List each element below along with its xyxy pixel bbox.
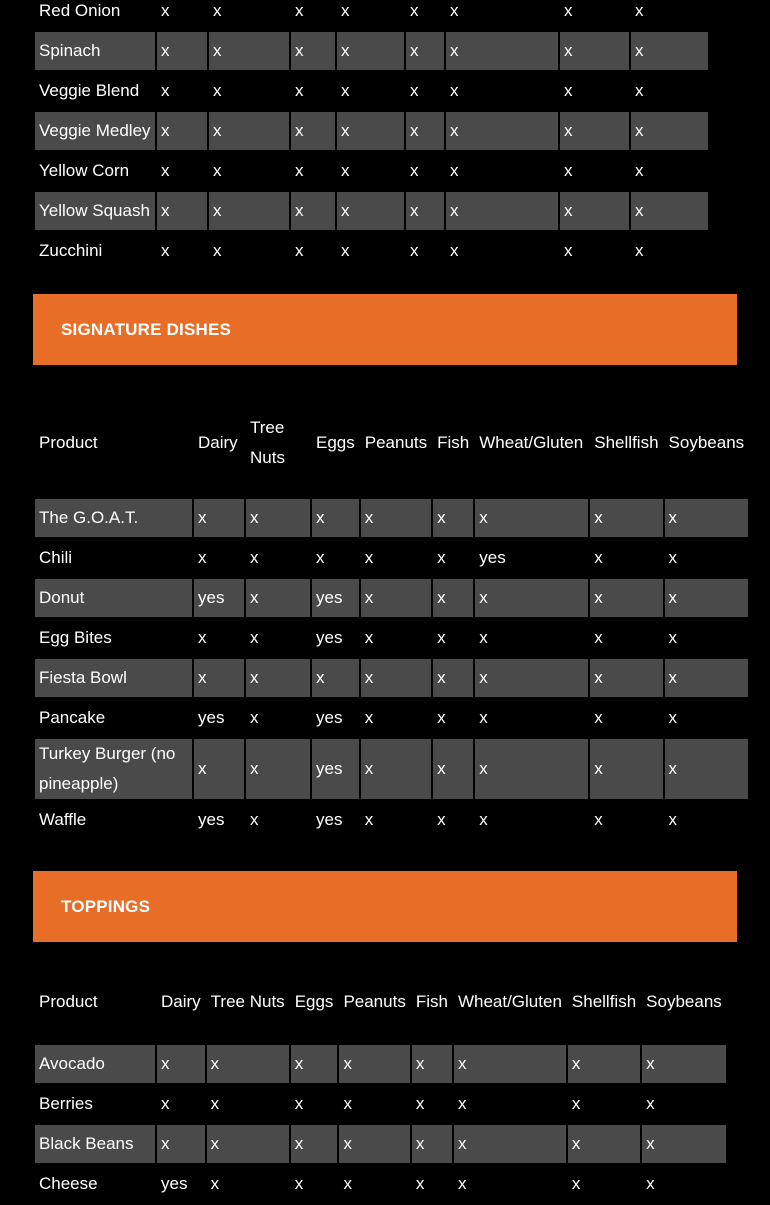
allergen-cell: x <box>642 1045 726 1083</box>
allergen-cell: x <box>312 659 359 697</box>
allergen-cell: x <box>250 708 259 727</box>
allergen-cell: x <box>560 32 629 70</box>
allergen-cell: x <box>571 1094 581 1113</box>
header-cell: Tree Nuts <box>250 418 285 467</box>
allergen-cell: x <box>665 579 749 617</box>
allergen-cell: x <box>410 81 419 100</box>
allergen-cell: x <box>312 499 359 537</box>
allergen-cell: x <box>594 810 603 829</box>
product-cell: Veggie Blend <box>39 81 140 100</box>
allergen-cell: x <box>410 1 419 20</box>
allergen-cell: x <box>433 739 473 799</box>
allergen-cell: x <box>568 1125 640 1163</box>
allergen-cell: x <box>665 499 749 537</box>
header-cell: Soybeans <box>646 992 722 1011</box>
allergen-cell: x <box>246 499 310 537</box>
allergen-cell: x <box>341 1 350 20</box>
allergen-cell: x <box>207 1045 289 1083</box>
allergen-cell: x <box>316 548 325 567</box>
allergen-cell: x <box>161 161 170 180</box>
allergen-cell: x <box>194 739 244 799</box>
allergen-cell: x <box>479 628 488 647</box>
allergen-cell: x <box>337 112 404 150</box>
product-cell: Turkey Burger (no pineapple) <box>35 739 192 799</box>
table-row <box>35 539 748 577</box>
signature-dishes-banner <box>33 294 737 365</box>
allergen-cell: x <box>568 1045 640 1083</box>
allergen-cell: yes <box>161 1174 188 1193</box>
allergen-cell: yes <box>316 628 343 647</box>
header-cell: Wheat/Gluten <box>457 992 562 1011</box>
allergen-cell: x <box>454 1125 566 1163</box>
allergen-cell: x <box>213 81 222 100</box>
allergen-cell: x <box>364 708 374 727</box>
allergen-cell: x <box>161 1 170 20</box>
product-cell: Donut <box>35 579 192 617</box>
allergen-cell: x <box>560 192 629 230</box>
allergen-cell: x <box>450 1 459 20</box>
table-row <box>35 152 708 190</box>
table-row <box>35 192 708 230</box>
header-row <box>35 987 726 1017</box>
allergen-cell: x <box>194 499 244 537</box>
allergen-cell: x <box>433 659 473 697</box>
allergen-cell: yes <box>479 548 506 567</box>
allergen-cell: x <box>295 81 304 100</box>
allergen-cell: x <box>250 628 259 647</box>
allergen-cell: x <box>564 241 573 260</box>
product-cell: Avocado <box>35 1045 155 1083</box>
header-cell: Soybeans <box>668 433 745 452</box>
header-cell: Product <box>39 433 98 452</box>
allergen-cell: x <box>631 192 708 230</box>
allergen-cell: x <box>415 1174 425 1193</box>
table-row <box>35 699 748 737</box>
allergen-cell: x <box>361 659 431 697</box>
allergen-cell: x <box>560 112 629 150</box>
table-row <box>35 1125 726 1163</box>
allergen-cell: x <box>364 548 374 567</box>
product-cell: Red Onion <box>39 1 121 20</box>
allergen-cell: yes <box>312 579 359 617</box>
header-cell: Shellfish <box>571 992 637 1011</box>
allergen-cell: x <box>337 32 404 70</box>
allergen-cell: yes <box>316 708 343 727</box>
header-cell: Product <box>39 992 98 1011</box>
table-row <box>35 72 708 110</box>
product-cell: Fiesta Bowl <box>35 659 192 697</box>
allergen-cell: x <box>646 1094 655 1113</box>
allergen-cell: x <box>437 628 446 647</box>
allergen-cell: x <box>635 1 644 20</box>
allergen-cell: x <box>479 708 488 727</box>
allergen-cell: x <box>437 810 446 829</box>
section-title: TOPPINGS <box>61 897 151 916</box>
header-cell: Dairy <box>198 433 238 452</box>
allergen-cell: x <box>250 548 259 567</box>
header-cell: Wheat/Gluten <box>479 433 584 452</box>
allergen-cell: x <box>571 1174 581 1193</box>
allergen-cell: x <box>665 659 749 697</box>
product-cell: Black Beans <box>35 1125 155 1163</box>
table-row <box>35 32 708 70</box>
table-row <box>35 499 748 537</box>
allergen-cell: x <box>410 161 419 180</box>
allergen-cell: x <box>412 1125 452 1163</box>
allergen-cell: yes <box>316 810 343 829</box>
allergen-cell: x <box>668 548 678 567</box>
allergen-cell: x <box>213 1 222 20</box>
product-cell: The G.O.A.T. <box>35 499 192 537</box>
allergen-cell: x <box>406 112 444 150</box>
allergen-cell: x <box>668 628 678 647</box>
table-row <box>35 1165 726 1203</box>
allergen-cell: x <box>646 1174 655 1193</box>
allergen-cell: x <box>209 32 289 70</box>
header-cell: Tree Nuts <box>210 992 285 1011</box>
table-row <box>35 619 748 657</box>
header-cell: Shellfish <box>594 433 659 452</box>
allergen-cell: x <box>668 708 678 727</box>
allergen-cell: x <box>157 112 207 150</box>
allergen-cell: x <box>665 739 749 799</box>
allergen-cell: x <box>210 1174 220 1193</box>
allergen-cell: x <box>457 1174 467 1193</box>
header-cell: Dairy <box>161 992 201 1011</box>
allergen-cell: x <box>433 579 473 617</box>
allergen-cell: x <box>446 192 558 230</box>
header-cell: Peanuts <box>364 433 428 452</box>
allergen-cell: x <box>291 192 335 230</box>
toppings-banner <box>33 871 737 942</box>
allergen-cell: x <box>412 1045 452 1083</box>
allergen-cell: x <box>343 1174 352 1193</box>
allergen-cell: x <box>194 659 244 697</box>
table-row <box>35 579 748 617</box>
allergen-cell: x <box>246 659 310 697</box>
allergen-cell: x <box>406 192 444 230</box>
allergen-cell: x <box>339 1045 409 1083</box>
allergen-cell: x <box>631 112 708 150</box>
allergen-cell: x <box>450 241 459 260</box>
allergen-cell: x <box>635 241 644 260</box>
allergen-cell: x <box>364 810 374 829</box>
product-cell: Egg Bites <box>39 628 112 647</box>
table-row <box>35 1085 726 1123</box>
allergen-cell: x <box>454 1045 566 1083</box>
allergen-cell: x <box>364 628 374 647</box>
allergen-cell: x <box>410 241 419 260</box>
allergen-cell: x <box>590 739 662 799</box>
allergen-cell: x <box>250 810 259 829</box>
table-row <box>35 232 708 270</box>
allergen-cell: yes <box>198 708 225 727</box>
product-cell: Chili <box>39 548 73 567</box>
allergen-cell: x <box>295 241 304 260</box>
allergen-cell: x <box>564 161 573 180</box>
allergen-cell: x <box>161 241 170 260</box>
toppings-table <box>33 985 728 1205</box>
allergen-cell: x <box>361 499 431 537</box>
header-cell: Eggs <box>294 992 334 1011</box>
allergen-cell: x <box>361 739 431 799</box>
allergen-cell: x <box>450 81 459 100</box>
allergen-cell: yes <box>198 810 225 829</box>
allergen-cell: x <box>446 112 558 150</box>
product-cell: Pancake <box>39 708 106 727</box>
allergen-cell: x <box>590 499 662 537</box>
allergen-cell: x <box>157 192 207 230</box>
allergen-cell: x <box>642 1125 726 1163</box>
allergen-cell: x <box>295 1 304 20</box>
product-cell: Berries <box>39 1094 93 1113</box>
header-row <box>35 411 748 475</box>
table-row <box>35 659 748 697</box>
allergen-cell: x <box>291 1045 338 1083</box>
allergen-cell: x <box>294 1094 304 1113</box>
product-cell: Zucchini <box>39 241 103 260</box>
allergen-cell: x <box>446 32 558 70</box>
allergen-cell: x <box>631 32 708 70</box>
allergen-cell: x <box>339 1125 409 1163</box>
allergen-cell: x <box>291 1125 338 1163</box>
allergen-cell: x <box>635 81 644 100</box>
allergen-cell: x <box>475 659 588 697</box>
allergen-cell: x <box>198 548 207 567</box>
allergen-cell: x <box>361 579 431 617</box>
allergen-cell: x <box>668 810 678 829</box>
allergen-cell: x <box>341 81 350 100</box>
allergen-cell: x <box>213 241 222 260</box>
allergen-cell: x <box>198 628 207 647</box>
allergen-cell: x <box>564 1 573 20</box>
product-cell: Yellow Squash <box>35 192 155 230</box>
allergen-cell: x <box>291 32 335 70</box>
allergen-cell: x <box>209 112 289 150</box>
header-cell: Fish <box>415 992 448 1011</box>
header-cell: Eggs <box>316 433 355 452</box>
vegetables-table <box>33 0 710 272</box>
allergen-cell: x <box>295 161 304 180</box>
allergen-cell: x <box>157 1125 205 1163</box>
allergen-cell: x <box>294 1174 304 1193</box>
allergen-cell: x <box>157 1045 205 1083</box>
allergen-cell: x <box>433 499 473 537</box>
allergen-cell: x <box>246 579 310 617</box>
product-cell: Yellow Corn <box>39 161 130 180</box>
product-cell: Cheese <box>39 1174 98 1193</box>
allergen-cell: x <box>475 579 588 617</box>
table-row <box>35 739 748 799</box>
allergen-cell: yes <box>312 739 359 799</box>
allergen-cell: x <box>157 32 207 70</box>
allergen-cell: x <box>475 739 588 799</box>
allergen-cell: x <box>437 708 446 727</box>
allergen-cell: x <box>590 659 662 697</box>
product-cell: Waffle <box>39 810 87 829</box>
allergen-cell: x <box>594 708 603 727</box>
product-cell: Veggie Medley <box>35 112 155 150</box>
allergen-cell: x <box>207 1125 289 1163</box>
allergen-cell: x <box>341 241 350 260</box>
allergen-cell: x <box>564 81 573 100</box>
allergen-cell: x <box>450 161 459 180</box>
product-cell: Spinach <box>35 32 155 70</box>
signature-dishes-table <box>33 409 750 841</box>
allergen-cell: x <box>246 739 310 799</box>
allergen-cell: x <box>161 1094 170 1113</box>
table-row <box>35 801 748 839</box>
allergen-cell: x <box>594 628 603 647</box>
allergen-cell: x <box>209 192 289 230</box>
section-title: SIGNATURE DISHES <box>61 320 232 339</box>
allergen-cell: x <box>590 579 662 617</box>
allergen-cell: x <box>415 1094 425 1113</box>
allergen-cell: x <box>635 161 644 180</box>
allergen-cell: x <box>437 548 446 567</box>
allergen-cell: x <box>457 1094 467 1113</box>
allergen-cell: x <box>210 1094 220 1113</box>
allergen-cell: x <box>291 112 335 150</box>
table-row <box>35 112 708 150</box>
table-row <box>35 1045 726 1083</box>
header-cell: Peanuts <box>343 992 406 1011</box>
allergen-cell: x <box>343 1094 352 1113</box>
allergen-cell: x <box>479 810 488 829</box>
allergen-cell: x <box>213 161 222 180</box>
allergen-cell: x <box>161 81 170 100</box>
allergen-cell: x <box>594 548 603 567</box>
header-cell: Fish <box>437 433 470 452</box>
allergen-cell: x <box>406 32 444 70</box>
allergen-cell: x <box>337 192 404 230</box>
allergen-cell: x <box>475 499 588 537</box>
table-row <box>35 0 708 30</box>
allergen-cell: yes <box>194 579 244 617</box>
allergen-cell: x <box>341 161 350 180</box>
